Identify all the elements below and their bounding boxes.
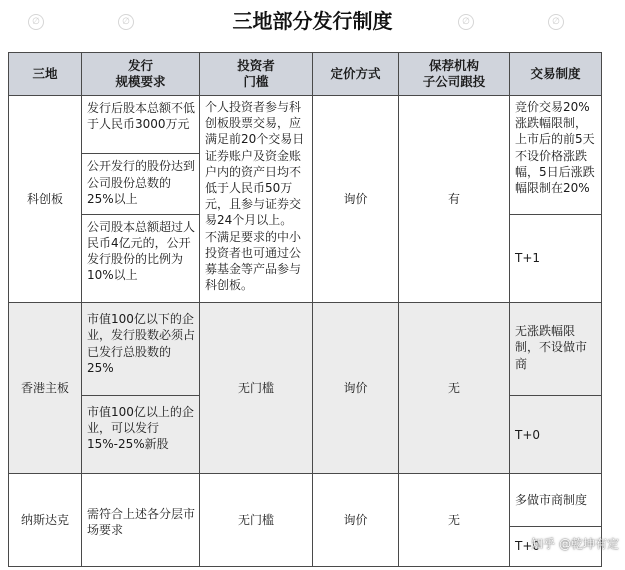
kcb-req-1: 发行后股本总额不低于人民币3000万元 bbox=[82, 96, 200, 154]
watermark-icon: ∅ bbox=[458, 14, 474, 30]
hk-req-2: 市值100亿以上的企业，可以发行15%-25%新股 bbox=[82, 395, 200, 474]
nasdaq-trade-2: T+0 bbox=[510, 526, 602, 566]
nasdaq-req: 需符合上述各分层市场要求 bbox=[82, 474, 200, 567]
hk-req-1: 市值100亿以下的企业，发行股数必须占已发行总股数的25% bbox=[82, 303, 200, 396]
kcb-trade-1: 竞价交易20%涨跌幅限制，上市后的前5天不设价格涨跌幅，5日后涨跌幅限制在20% bbox=[510, 96, 602, 215]
issuance-table bbox=[8, 52, 602, 567]
header-sponsor: 保荐机构 子公司跟投 bbox=[399, 53, 510, 96]
kcb-req-2: 公开发行的股份达到公司股份总数的25%以上 bbox=[82, 154, 200, 214]
hk-trade-1: 无涨跌幅限制，不设做市商 bbox=[510, 303, 602, 396]
watermark-text: 知乎 @乾坤有定 bbox=[531, 537, 619, 551]
kcb-trade-2: T+1 bbox=[510, 214, 602, 303]
hk-threshold: 无门槛 bbox=[200, 303, 313, 474]
kcb-pricing: 询价 bbox=[313, 96, 399, 303]
hk-trade-2: T+0 bbox=[510, 395, 602, 474]
nasdaq-sponsor: 无 bbox=[399, 474, 510, 567]
header-row bbox=[9, 53, 602, 96]
table-row bbox=[9, 303, 602, 396]
table-row bbox=[9, 474, 602, 526]
nasdaq-pricing: 询价 bbox=[313, 474, 399, 567]
kcb-sponsor: 有 bbox=[399, 96, 510, 303]
header-scale: 发行 规模要求 bbox=[82, 53, 200, 96]
table-row bbox=[9, 96, 602, 154]
region-nasdaq: 纳斯达克 bbox=[9, 474, 82, 567]
region-kcb: 科创板 bbox=[9, 96, 82, 303]
header-threshold: 投资者 门槛 bbox=[200, 53, 313, 96]
hk-pricing: 询价 bbox=[313, 303, 399, 474]
header-trading: 交易制度 bbox=[510, 53, 602, 96]
kcb-req-3: 公司股本总额超过人民币4亿元的，公开发行股份的比例为10%以上 bbox=[82, 214, 200, 303]
header-pricing: 定价方式 bbox=[313, 53, 399, 96]
header-region: 三地 bbox=[9, 53, 82, 96]
hk-sponsor: 无 bbox=[399, 303, 510, 474]
watermark-icon: ∅ bbox=[28, 14, 44, 30]
region-hk: 香港主板 bbox=[9, 303, 82, 474]
nasdaq-threshold: 无门槛 bbox=[200, 474, 313, 567]
nasdaq-trade-1: 多做市商制度 bbox=[510, 474, 602, 526]
kcb-threshold: 个人投资者参与科创板股票交易，应满足前20个交易日证券账户及资金账户内的资产日均不低于人民币50万元，且参与证券交易24个月以上。 不满足要求的中小投资者也可通过公募基金等产品参与科创板。 bbox=[200, 96, 313, 303]
page-title: 三地部分发行制度 bbox=[232, 9, 393, 33]
watermark-icon: ∅ bbox=[548, 14, 564, 30]
watermark-icon: ∅ bbox=[118, 14, 134, 30]
